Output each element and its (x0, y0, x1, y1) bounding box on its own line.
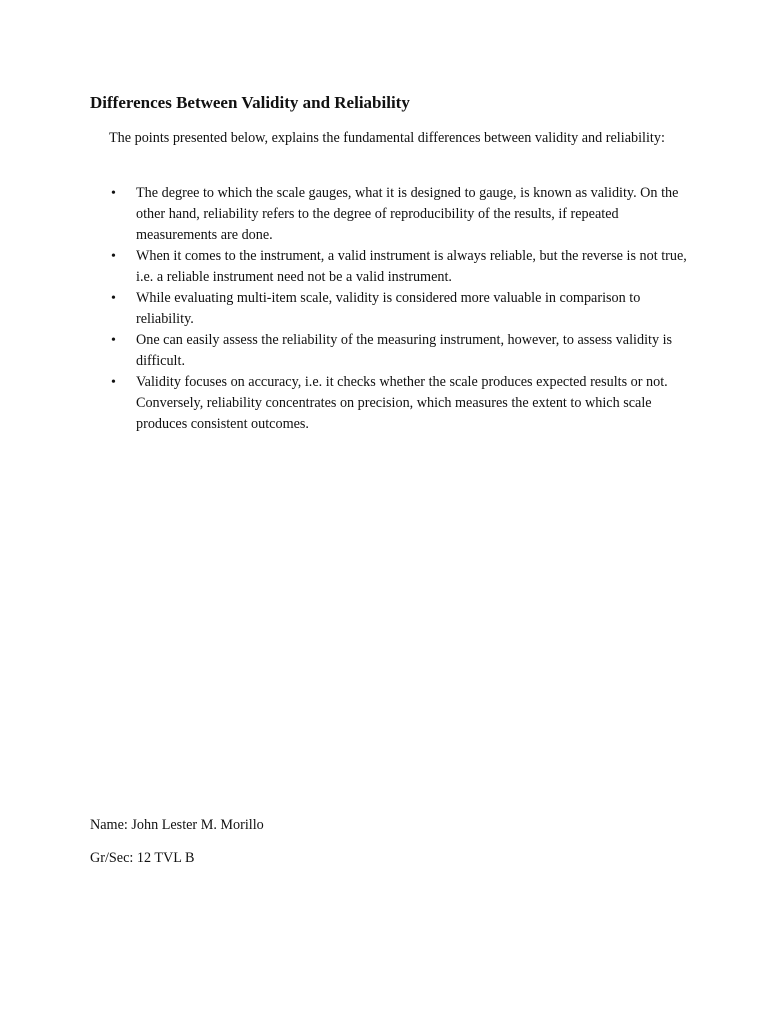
list-item (90, 183, 690, 246)
grade-section: Gr/Sec: 12 TVL B (90, 850, 195, 866)
intro-paragraph: The points presented below, explains the fundamental differences between validity and reliability: (109, 130, 665, 146)
list-item-text: Validity focuses on accuracy, i.e. it checks whether the scale produces expected results or not. Conversely, reliability concentrates on precision, which measures the extent to which scale produces consistent outcomes. (136, 374, 668, 432)
list-item (90, 330, 690, 372)
bullet-icon: • (111, 186, 116, 201)
list-item-text: The degree to which the scale gauges, what it is designed to gauge, is known as validity. On the other hand, reliability refers to the degree of reproducibility of the results, if repeated measurements are done. (136, 185, 679, 243)
document-title: Differences Between Validity and Reliability (90, 93, 410, 112)
bullet-icon: • (111, 375, 116, 390)
list-item-text: While evaluating multi-item scale, validity is considered more valuable in comparison to reliability. (136, 290, 641, 327)
list-item (90, 288, 690, 330)
bullet-icon: • (111, 249, 116, 264)
bullet-icon: • (111, 333, 116, 348)
list-item (90, 246, 690, 288)
list-item-text: One can easily assess the reliability of the measuring instrument, however, to assess validity is difficult. (136, 332, 673, 369)
student-name: Name: John Lester M. Morillo (90, 817, 264, 833)
bullet-icon: • (111, 291, 116, 306)
differences-list (90, 183, 690, 435)
list-item-text: When it comes to the instrument, a valid instrument is always reliable, but the reverse is not true, i.e. a reliable instrument need not be a valid instrument. (136, 248, 687, 285)
list-item (90, 372, 690, 435)
